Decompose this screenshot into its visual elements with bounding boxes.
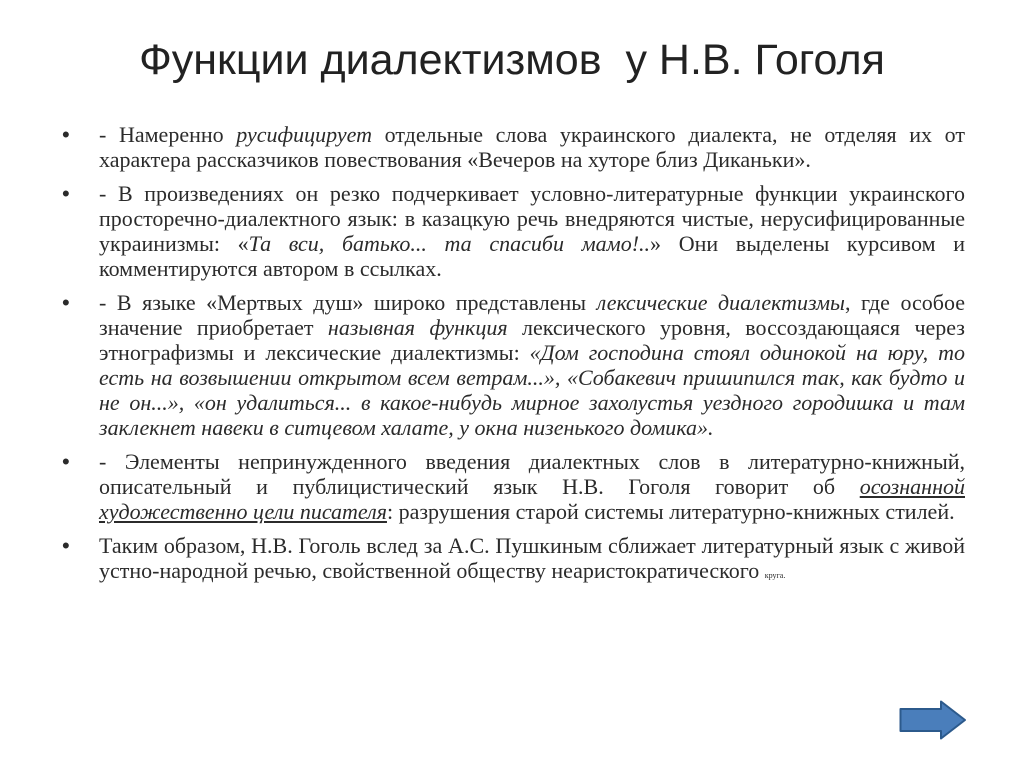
item-text: отдельные слова украинского диалекта, не отделяя их от характера рассказчиков повествования «Вечеров на хуторе близ Диканьки». xyxy=(99,122,965,172)
item-text: : разрушения старой системы литературно-книжных стилей. xyxy=(386,499,955,524)
item-text-italic: лексические диалектизмы xyxy=(596,290,845,315)
item-text-italic-underlined: осознанной художественно цели писателя xyxy=(99,474,965,524)
item-text: , где особое значение приобретает xyxy=(99,290,965,340)
bullet-marker: • xyxy=(62,290,70,315)
slide-body xyxy=(62,122,965,597)
bullet-marker: • xyxy=(62,449,70,474)
item-text: лексического уровня, воссоздающаяся через этнографизмы и лексические диалектизмы: xyxy=(99,315,965,365)
bullet-item xyxy=(62,122,965,172)
item-text: » Они выделены курсивом и комментируются автором в ссылках. xyxy=(99,231,965,281)
bullet-marker: • xyxy=(62,181,70,206)
bullet-item xyxy=(62,533,965,588)
bullet-marker: • xyxy=(62,122,70,147)
item-text-italic: Та вси, батько... та спасиби мамо!.. xyxy=(248,231,651,256)
right-arrow-icon[interactable] xyxy=(899,700,967,740)
slide-title: Функции диалектизмов у Н.В. Гоголя xyxy=(139,36,885,84)
item-text: - Элементы непринужденного введения диалектных слов в литературно-книжный, описательный и публицистический язык Н.В. Гоголя говорит об xyxy=(99,449,965,499)
item-text-italic: «Дом господина стоял одинокой на юру, то есть на возвышении открытом всем ветрам...», «Собакевич пришипился так, как будто и не он...», «он удалиться... в какое-нибудь мирное захолустья уездного городишка и там заклекнет навеки в ситцевом халате, у окна низенького домика». xyxy=(99,340,965,440)
bullet-item xyxy=(62,290,965,440)
bullet-item xyxy=(62,181,965,281)
item-text: - В произведениях он резко подчеркивает условно-литературные функции украинского просторечно-диалектного язык: в казацкую речь внедряются чистые, нерусифицированные украинизмы: « xyxy=(99,181,965,256)
bullet-item xyxy=(62,449,965,524)
item-text: - В языке «Мертвых душ» широко представлены xyxy=(99,290,597,315)
bullet-marker: • xyxy=(62,533,70,558)
item-text-italic: назывная функция xyxy=(327,315,508,340)
item-text: - Намеренно xyxy=(99,122,237,147)
item-text: Таким образом, Н.В. Гоголь вслед за А.С. Пушкиным сближает литературный язык с живой устно-народной речью, свойственной обществу неаристократического xyxy=(99,533,965,583)
item-text-italic: русифицирует xyxy=(236,122,372,147)
item-text-small: круга. xyxy=(764,571,786,580)
